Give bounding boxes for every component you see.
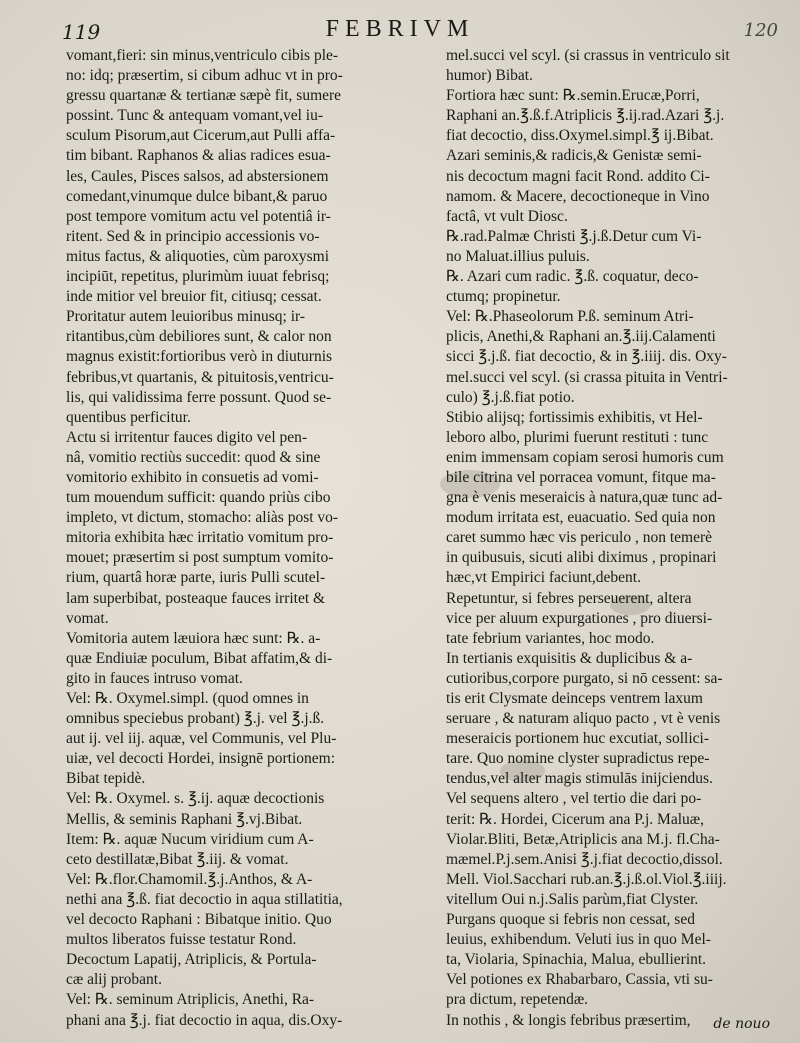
catchword: de nouo (713, 1016, 770, 1032)
text-line: pra dictum, repetendæ. (446, 991, 589, 1009)
text-line: Purgans quoque si febris non cessat, sed (446, 911, 695, 929)
text-line: Vel potiones ex Rhabarbaro, Cassia, vti su- (446, 971, 713, 989)
text-line: Repetuntur, si febres perseuerent, altera (446, 589, 692, 607)
text-line: seruare , & naturam aliquo pacto , vt è venis (446, 710, 721, 728)
text-line: Vomitoria autem læuiora hæc sunt: ℞. a- (66, 629, 321, 647)
text-line: vomat. (66, 609, 109, 627)
text-line: Vel: ℞.flor.Chamomil.℥.j.Anthos, & A- (66, 870, 313, 888)
text-line: fiat decoctio, diss.Oxymel.simpl.℥ ij.Bibat. (446, 127, 714, 145)
text-line: no Maluat.illius puluis. (446, 247, 590, 265)
text-line: mouet; præsertim si post sumptum vomito- (66, 549, 334, 567)
text-line: vitellum Oui n.j.Salis parùm,fiat Clyster. (446, 890, 699, 908)
text-line: Decoctum Lapatij, Atriplicis, & Portula- (66, 951, 317, 969)
text-line: ℞.rad.Palmæ Christi ℥.j.ß.Detur cum Vi- (446, 227, 702, 245)
text-line: plicis, Anethi,& Raphani an.℥.iij.Calamenti (446, 328, 716, 346)
text-line: mel.succi vel scyl. (si crassa pituita in Ventri- (446, 368, 728, 386)
text-line: factâ, vt vult Diosc. (446, 207, 568, 225)
text-line: humor) Bibat. (446, 67, 533, 85)
text-line: Bibat tepidè. (66, 770, 146, 788)
text-line: sculum Pisorum,aut Cicerum,aut Pulli affa- (66, 127, 336, 145)
text-line: rium, quartâ horæ parte, iuris Pulli scutel- (66, 569, 326, 587)
text-line: hæc,vt Empirici faciunt,debent. (446, 569, 641, 587)
text-line: leuius, exhibendum. Veluti ius in quo Mel- (446, 931, 711, 949)
text-line: gressu quartanæ & tertianæ sæpè fit, sumere (66, 87, 342, 105)
text-line: incipiūt, repetitus, plurimùm iuuat febrisq; (66, 268, 330, 286)
text-line: mitoria exhibita hæc irritatio vomitum pro- (66, 529, 334, 547)
text-line: vice per aluum expurgationes , pro diuersi- (446, 609, 713, 627)
text-line: ceto destillatæ,Bibat ℥.iij. & vomat. (66, 850, 289, 868)
text-line: Vel: ℞. Oxymel.simpl. (quod omnes in (66, 690, 309, 707)
text-line: Mell. Viol.Sacchari rub.an.℥.j.ß.ol.Viol.℥.iiij. (446, 870, 727, 888)
text-line: possint. Tunc & antequam vomant,vel iu- (66, 107, 324, 125)
text-line: tare. Quo nomine clyster supradictus repe- (446, 750, 710, 768)
text-line: inde mitior vel breuior fit, citiusq; cessat. (66, 288, 322, 306)
text-line: modum irritata est, euacuatio. Sed quia non (446, 509, 716, 527)
text-line: febribus,vt quartanis, & pituitosis,ventricu- (66, 368, 334, 386)
text-line: aut ij. vel iij. aquæ, vel Communis, vel Plu- (66, 730, 337, 748)
text-line: culo) ℥.j.ß.fiat potio. (446, 388, 575, 406)
text-line: terit: ℞. Hordei, Cicerum ana P.j. Maluæ, (446, 810, 704, 828)
text-line: ta, Violaria, Spinachia, Malua, ebullierint. (446, 951, 707, 969)
text-line: Actu si irritentur fauces digito vel pen- (66, 428, 308, 446)
text-line: lis, qui validissima ferre possunt. Quod se- (66, 388, 332, 406)
text-line: omnibus speciebus probant) ℥.j. vel ℥.j.ß. (66, 710, 325, 728)
text-line: caret summo hæc vis periculo , non temerè (446, 529, 713, 547)
text-line: Raphani an.℥.ß.f.Atriplicis ℥.ij.rad.Azari ℥.j. (446, 107, 725, 125)
text-line: Vel sequens altero , vel tertio die dari po- (446, 790, 702, 808)
text-line: ctumq; propinetur. (446, 288, 561, 306)
text-line: ritantibus,cùm debiliores sunt, & calor non (66, 328, 332, 346)
text-line: tendus,vel alter magis stimulās inijciendus. (446, 770, 713, 788)
text-line: Vel: ℞. seminum Atriplicis, Anethi, Ra- (66, 991, 315, 1009)
text-line: multos liberatos fuisse testatur Rond. (66, 931, 297, 949)
text-line: mitus factus, & aliquoties, cùm paroxysmi (66, 247, 330, 265)
text-line: les, Caules, Pisces salsos, ad abstersionem (66, 167, 329, 185)
text-line: Item: ℞. aquæ Nucum viridium cum A- (66, 830, 314, 848)
text-line: In tertianis exquisitis & duplicibus & a- (446, 649, 693, 667)
text-line: gna è venis meseraicis à natura,quæ tunc ad- (446, 489, 723, 507)
text-line: in quibusuis, sicuti alibi diximus , propinari (446, 549, 717, 567)
text-line: post tempore vomitum actu vel potentiâ ir- (66, 207, 331, 225)
text-line: ℞. Azari cum radic. ℥.ß. coquatur, deco- (446, 268, 699, 286)
text-line: ritent. Sed & in principio accessionis vo- (66, 227, 320, 245)
text-line: mel.succi vel scyl. (si crassus in ventriculo sit (446, 47, 730, 64)
text-line: gito in fauces intruso vomat. (66, 669, 243, 687)
text-line: namom. & Macere, decoctioneque in Vino (446, 187, 710, 205)
text-line: nâ, vomitio rectiùs succedit: quod & sine (66, 448, 321, 466)
text-line: tis erit Clysmate deinceps ventrem laxum (446, 690, 703, 707)
text-line: leboro albo, plurimi fuerunt restituti : tunc (446, 428, 709, 446)
text-line: bile citrina vel porracea vomunt, fitque ma- (446, 468, 716, 486)
text-line: cæ alij probant. (66, 971, 162, 989)
text-line: quentibus perficitur. (66, 408, 191, 426)
text-line: vel decocto Raphani : Bibatque initio. Quo (66, 911, 332, 929)
left-text-column (66, 46, 416, 1031)
text-line: tate febrium variantes, hoc modo. (446, 629, 655, 647)
running-head: FEBRIVM (325, 16, 475, 42)
text-line: nis decoctum magni facit Rond. addito Ci- (446, 167, 710, 185)
page-number-left: 119 (62, 20, 101, 44)
text-line: sicci ℥.j.ß. fiat decoctio, & in ℥.iiij. dis. Oxy- (446, 348, 727, 366)
text-line: vomitorio exhibito in consuetis ad vomi- (66, 468, 319, 486)
text-line: meseraicis portionem huc excutiat, sollici- (446, 730, 709, 748)
text-line: Fortiora hæc sunt: ℞.semin.Erucæ,Porri, (446, 87, 700, 105)
text-line: comedant,vinumque dulce bibant,& paruo (66, 187, 328, 205)
text-line: impleto, vt dictum, stomacho: aliàs post vo- (66, 509, 339, 527)
text-line: Vel: ℞.Phaseolorum P.ß. seminum Atri- (446, 308, 694, 326)
text-line: nethi ana ℥.ß. fiat decoctio in aqua stillatitia, (66, 890, 343, 908)
text-line: Vel: ℞. Oxymel. s. ℥.ij. aquæ decoctionis (66, 790, 325, 808)
text-line: magnus existit:fortioribus verò in diuturnis (66, 348, 333, 366)
text-line: no: idq; præsertim, si cibum adhuc vt in pro- (66, 67, 343, 85)
text-line: In nothis , & longis febribus præsertim, (446, 1011, 691, 1029)
text-line: Proritatur autem leuioribus minusq; ir- (66, 308, 306, 326)
text-line: enim immensam copiam serosi humoris cum (446, 448, 724, 466)
text-line: Violar.Bliti, Betæ,Atriplicis ana M.j. fl.Cha- (446, 830, 720, 848)
page-header (0, 14, 800, 48)
text-line: phani ana ℥.j. fiat decoctio in aqua, dis.Oxy- (66, 1011, 343, 1029)
text-line: mæmel.P.j.sem.Anisi ℥.j.fiat decoctio,dissol. (446, 850, 723, 868)
text-line: quæ Endiuiæ poculum, Bibat affatim,& di- (66, 649, 333, 667)
right-text-column (446, 46, 780, 1031)
text-line: uiæ, vel decocti Hordei, insignē portionem: (66, 750, 336, 768)
text-line: tim bibant. Raphanos & alias radices esua- (66, 147, 331, 165)
text-line: Azari seminis,& radicis,& Genistæ semi- (446, 147, 702, 165)
text-line: lam superbibat, posteaque fauces irritet & (66, 589, 326, 607)
text-line: cutioribus,corpore purgato, si nō cessent: sa- (446, 669, 723, 687)
page-number-right: 120 (743, 20, 778, 41)
text-line: vomant,fieri: sin minus,ventriculo cibis ple- (66, 47, 339, 64)
text-line: tum mouendum sufficit: quando priùs cibo (66, 489, 331, 507)
text-line: Stibio alijsq; fortissimis exhibitis, vt Hel- (446, 408, 703, 426)
text-line: Mellis, & seminis Raphani ℥.vj.Bibat. (66, 810, 303, 828)
